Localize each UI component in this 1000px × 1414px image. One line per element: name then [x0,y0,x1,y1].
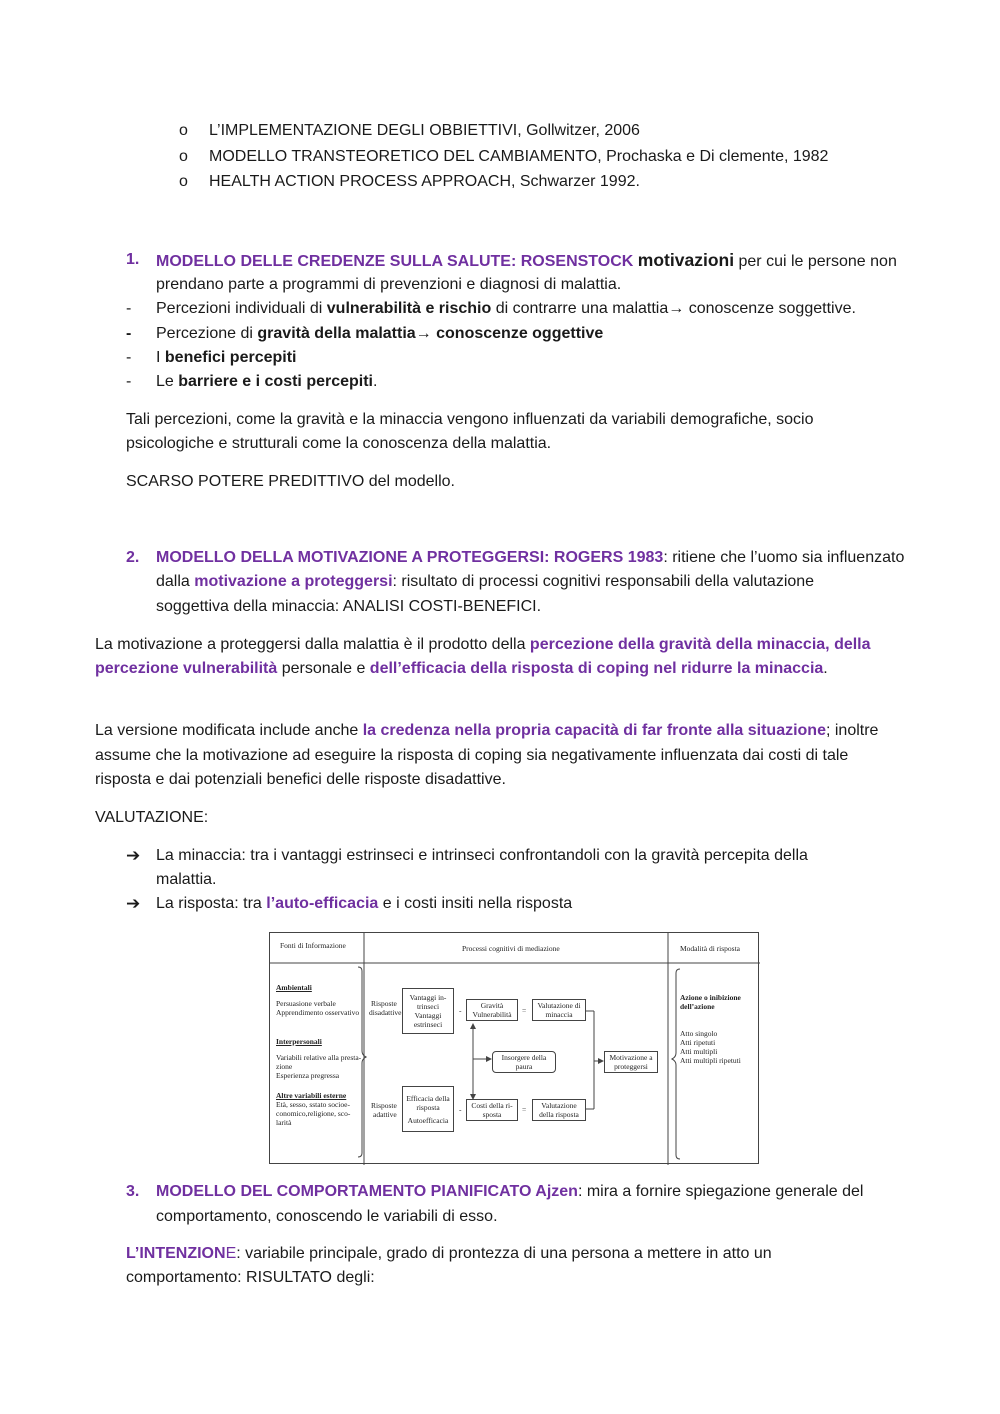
box-text: Vulnerabilità [472,1010,512,1019]
motivazione-box [604,1051,658,1073]
bullet-text: di contrarre una malattia→ conoscenze soggettive. [491,300,856,317]
source-item: conomico,religione, sco- [276,1109,351,1118]
azione-label: dell’azione [680,1002,715,1011]
col-header: Processi cognitivi di mediazione [462,944,560,953]
efficacia-box [402,1086,454,1132]
atti-item: Atti multipli [680,1047,718,1056]
box-text: Valutazione [541,1101,577,1110]
conclusion: SCARSO POTERE PREDITTIVO del modello. [126,473,455,490]
atti-item: Atto singolo [680,1029,718,1038]
box-text: paura [515,1062,533,1071]
bullet-marker: - [126,325,132,342]
highlight: percezione della gravità della minaccia [529,636,826,653]
bullet-text: I [156,349,165,366]
gravita-box [466,999,518,1021]
bullet-marker: - [126,373,132,390]
source-heading: Ambientali [276,983,312,992]
text: La risposta: tra [156,895,267,912]
box-text: Gravità [480,1001,504,1010]
arrow-bullet-icon: ➔ [126,894,141,913]
list-marker: o [179,122,188,139]
bullet-bold: vulnerabilità e rischio [326,300,492,317]
section-title: MODELLO DELLE CREDENZE SULLA SALUTE: ROSENSTOCK [156,253,634,270]
text: . [823,660,828,677]
response-type: Risposte [371,1101,397,1110]
source-item: Variabili relative alla presta- [276,1053,362,1062]
source-item: Esperienza pregressa [276,1071,340,1080]
atti-item: Atti multipli ripetuti [680,1056,741,1065]
section-heading-line [156,546,904,570]
box-text: della risposta [539,1110,579,1119]
costi-box [466,1099,518,1121]
paragraph-line: Tali percezioni, come la gravità e la minaccia vengono influenzati da variabili demografiche, socio [126,411,814,428]
section-number: 3. [126,1183,140,1200]
text: La motivazione a proteggersi dalla malattia è il prodotto della [95,636,530,653]
box-text: minaccia [545,1010,573,1019]
section-number: 1. [126,251,140,268]
atti-item: Atti ripetuti [680,1038,716,1047]
paragraph-line [95,719,878,743]
bullet-text: Le [156,373,179,390]
source-item: Apprendimento osservativo [276,1008,360,1017]
list-item: HEALTH ACTION PROCESS APPROACH, Schwarzer 1992. [209,173,640,190]
equals-sign: = [522,1105,527,1114]
box-text: Autoefficacia [407,1115,449,1125]
heading-line-2: comportamento, conoscendo le variabili di esso. [156,1208,498,1225]
response-type: Risposte [371,999,397,1008]
section-heading-line [156,1180,863,1204]
text: personale e [277,660,370,677]
arrow-item [156,892,572,916]
source-heading: Interpersonali [276,1037,322,1046]
box-text: proteggersi [614,1062,648,1071]
source-item: Età, sesso, sstato socioe- [276,1100,350,1109]
minus-sign: - [459,1006,462,1015]
section-title: MODELLO DEL COMPORTAMENTO PIANIFICATO Ajzen [156,1183,578,1200]
valutazione-risposta-box [532,1099,586,1121]
bullet-text: Percezioni individuali di [156,300,327,317]
box-text: Vantaggi [414,1011,442,1020]
heading-line-2 [156,570,814,594]
box-text: sposta [482,1110,502,1119]
col-header: Modalità di risposta [680,944,740,953]
section-heading-line [156,248,897,274]
box-text: Motivazione a [609,1053,653,1062]
heading-rest: : mira a fornire spiegazione generale del [577,1183,864,1200]
section-number: 2. [126,549,140,566]
text: La versione modificata include anche [95,722,363,739]
valutazione-minaccia-box [532,999,586,1021]
text: e i costi insiti nella risposta [378,895,573,912]
highlight: motivazione a proteggersi [194,573,393,590]
response-type: disadattive [369,1008,402,1017]
box-text: risposta [416,1102,440,1112]
highlight: la credenza nella propria capacità di far fronte alla situazione [362,722,826,739]
box-text: Vantaggi in- [409,993,447,1002]
response-type: adattive [373,1110,397,1119]
paragraph-line [95,657,828,681]
bullet-bold: barriere e i costi percepiti [178,373,373,390]
box-text: Valutazione di [537,1001,581,1010]
source-item: zione [276,1062,293,1071]
heading-line-2: prendano parte a programmi di prevenzioni e diagnosi di malattia. [156,276,622,293]
text: , [825,636,835,653]
vantaggi-box [402,988,454,1034]
source-item: larità [276,1118,292,1127]
bullet-marker: - [126,349,132,366]
highlight: L’INTENZION [126,1245,226,1262]
text: : variabile principale, grado di prontezza di una persona a mettere in atto un [236,1245,772,1262]
paragraph-line: assume che la motivazione ad eseguire la risposta di coping sia negativamente influenzata dai costi di tale [95,747,849,764]
text: ; inoltre [825,722,879,739]
arrow-item-line2: malattia. [156,871,217,888]
bullet-text: . [373,373,378,390]
bullet-marker: - [126,300,132,317]
bullet-bold: benefici percepiti [164,349,297,366]
bullet-item [156,346,296,370]
list-marker: o [179,173,188,190]
arrow-item: La minaccia: tra i vantaggi estrinseci e intrinseci confrontandoli con la gravità percepita della [156,847,808,864]
highlight: l’auto-efficacia [266,895,379,912]
intenzione-line-2: comportamento: RISULTATO degli: [126,1269,375,1286]
list-item: L’IMPLEMENTAZIONE DEGLI OBBIETTIVI, Gollwitzer, 2006 [209,122,640,139]
bullet-item [156,297,856,321]
bullet-bold: gravità della malattia→ conoscenze oggettive [257,325,604,342]
paragraph-line [95,633,871,657]
box-text: Costi della ri- [471,1101,513,1110]
text: E [225,1245,237,1262]
highlight: dell’efficacia della risposta di coping nel ridurre la minaccia [369,660,824,677]
bullet-text: Percezione di [156,325,258,342]
keyword: motivazioni [637,250,735,270]
paragraph-line: risposta e dai potenziali benefici delle risposte disadattive. [95,771,506,788]
box-text: trinseci [416,1002,440,1011]
highlight: percezione vulnerabilità [95,660,278,677]
list-marker: o [179,148,188,165]
minus-sign: - [459,1105,462,1114]
equals-sign: = [522,1006,527,1015]
azione-label: Azione o inibizione [680,993,741,1002]
heading-rest: per cui le persone non [734,253,897,270]
paragraph-line: psicologiche e strutturali come la conoscenza della malattia. [126,435,552,452]
heading-line-3: soggettiva della minaccia: ANALISI COSTI-BENEFICI. [156,598,542,615]
bullet-item [156,322,603,346]
heading-rest: : ritiene che l’uomo sia influenzato [663,549,905,566]
list-item: MODELLO TRANSTEORETICO DEL CAMBIAMENTO, Prochaska e Di clemente, 1982 [209,148,829,165]
col-header: Fonti di Informazione [280,941,346,950]
source-heading: Altre variabili esterne [276,1091,347,1100]
intenzione-line [126,1242,772,1266]
highlight: della [834,636,871,653]
arrow-bullet-icon: ➔ [126,846,141,865]
box-text: estrinseci [413,1020,443,1029]
rogers-diagram [269,932,759,1164]
text: : risultato di processi cognitivi responsabili della valutazione [392,573,815,590]
box-text: Efficacia della [406,1093,450,1103]
bullet-item [156,370,377,394]
text: dalla [156,573,195,590]
valutazione-label: VALUTAZIONE: [95,809,209,826]
source-item: Persuasione verbale [276,999,336,1008]
paura-box [492,1051,556,1073]
section-title: MODELLO DELLA MOTIVAZIONE A PROTEGGERSI: ROGERS 1983 [156,549,664,566]
box-text: Insorgere della [501,1053,547,1062]
